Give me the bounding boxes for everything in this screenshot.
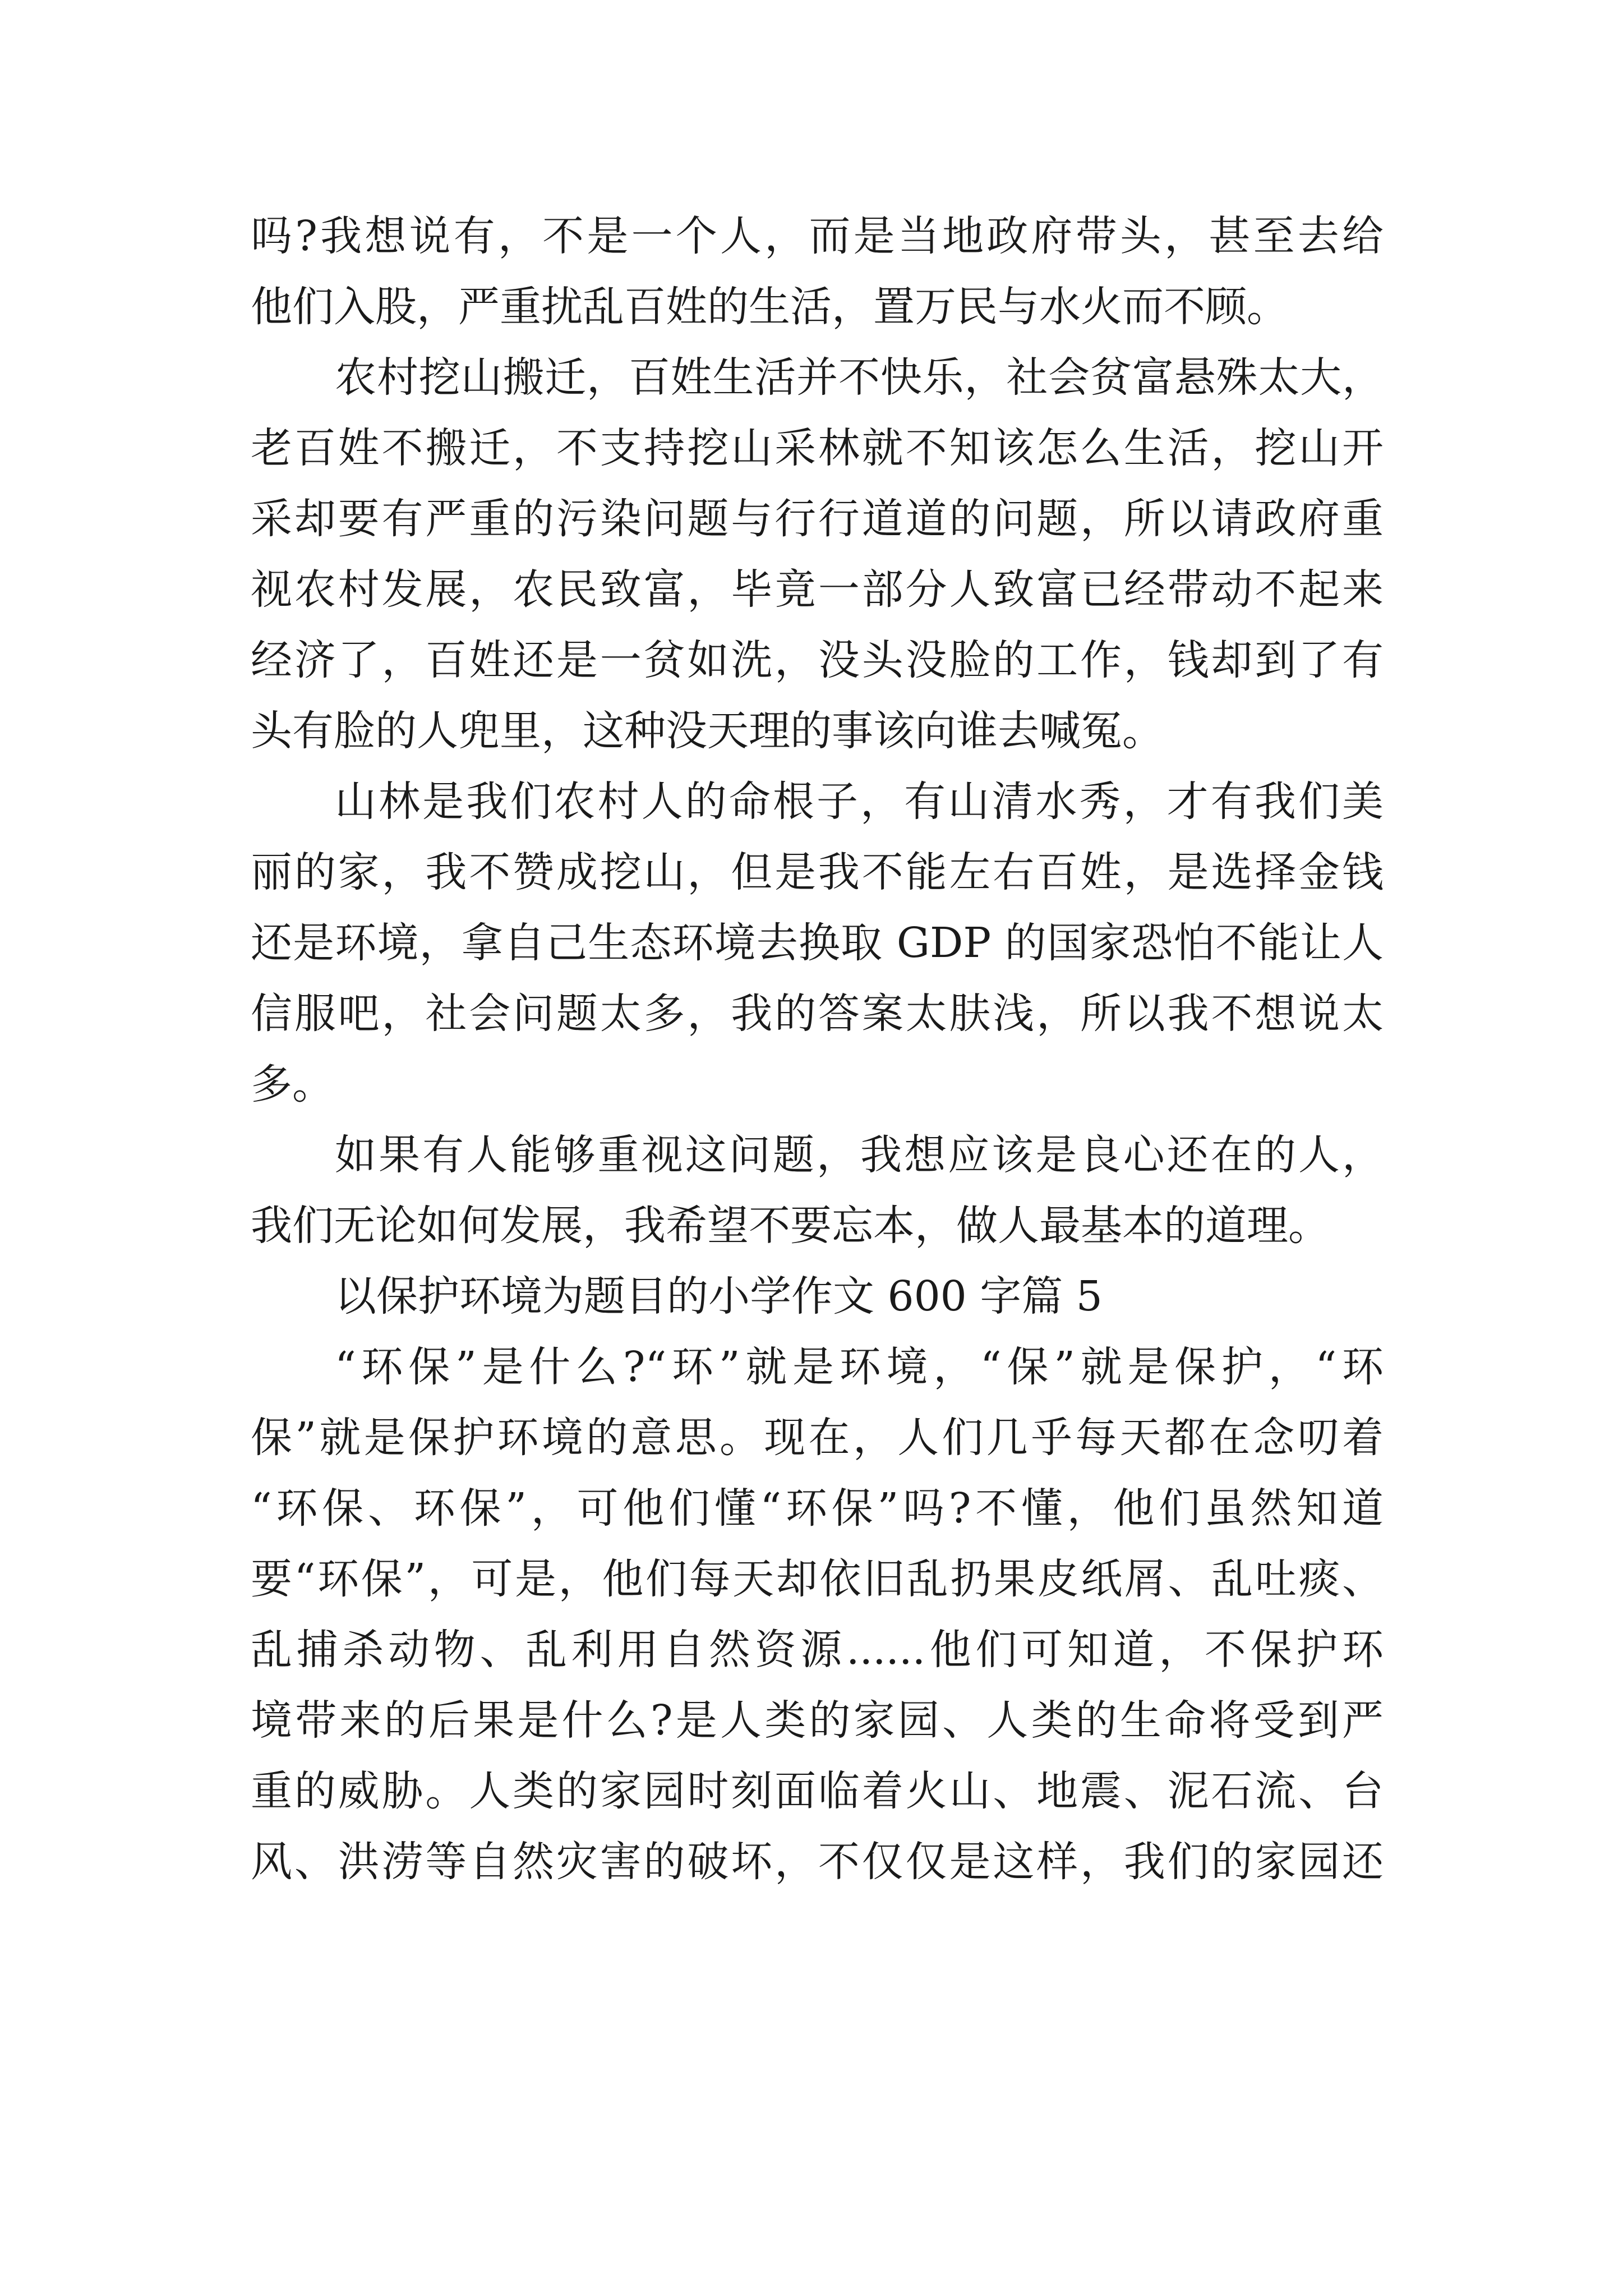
text-line: “环保、环保”，可他们懂“环保”吗?不懂，他们虽然知道 [251,1484,1384,1533]
text-line: 要“环保”，可是，他们每天却依旧乱扔果皮纸屑、乱吐痰、 [251,1555,1384,1603]
text-line: 乱捕杀动物、乱利用自然资源......他们可知道，不保护环 [251,1626,1384,1674]
essay-body [251,201,1384,1897]
text-line: 山林是我们农村人的命根子，有山清水秀，才有我们美 [335,777,1384,826]
text-line: 头有脸的人兜里，这种没天理的事该向谁去喊冤。 [251,707,1164,755]
text-line: 保”就是保护环境的意思。现在，人们几乎每天都在念叨着 [251,1414,1384,1462]
text-line: 如果有人能够重视这问题，我想应该是良心还在的人， [335,1131,1384,1179]
text-line: 境带来的后果是什么?是人类的家园、人类的生命将受到严 [251,1696,1384,1745]
text-line: 多。 [251,1060,334,1108]
text-line: 以保护环境为题目的小学作文 600 字篇 5 [335,1272,1103,1320]
text-line: 他们入股，严重扰乱百姓的生活，置万民与水火而不顾。 [251,283,1288,331]
text-line: 老百姓不搬迁，不支持挖山采林就不知该怎么生活，挖山开 [251,424,1384,472]
text-line: 重的威胁。人类的家园时刻面临着火山、地震、泥石流、台 [251,1767,1384,1815]
text-line: 视农村发展，农民致富，毕竟一部分人致富已经带动不起来 [251,565,1384,614]
text-line: 信服吧，社会问题太多，我的答案太肤浅，所以我不想说太 [251,990,1384,1038]
text-line: 吗?我想说有，不是一个人，而是当地政府带头，甚至去给 [251,212,1384,260]
text-line: “环保”是什么?“环”就是环境，“保”就是保护，“环 [335,1343,1384,1391]
text-line: 丽的家，我不赞成挖山，但是我不能左右百姓，是选择金钱 [251,848,1384,896]
text-line: 我们无论如何发展，我希望不要忘本，做人最基本的道理。 [251,1202,1330,1250]
text-line: 采却要有严重的污染问题与行行道道的问题，所以请政府重 [251,495,1384,543]
text-line: 风、洪涝等自然灾害的破坏，不仅仅是这样，我们的家园还 [251,1838,1384,1886]
text-line: 农村挖山搬迁，百姓生活并不快乐，社会贫富悬殊太大， [335,353,1384,402]
text-line: 经济了，百姓还是一贫如洗，没头没脸的工作，钱却到了有 [251,636,1384,684]
text-line: 还是环境，拿自己生态环境去换取 GDP 的国家恐怕不能让人 [251,919,1384,967]
